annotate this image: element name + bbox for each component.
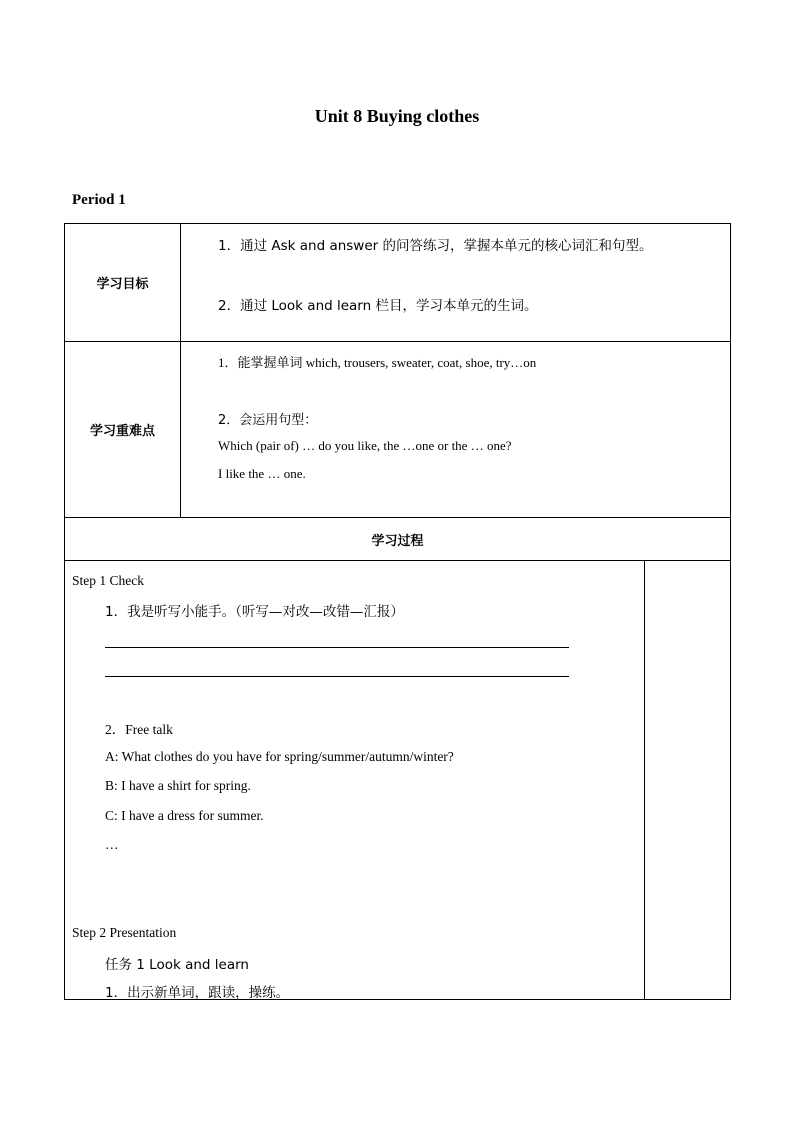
dialog-line: B: I have a shirt for spring. bbox=[105, 778, 251, 793]
step1-heading: Step 1 Check bbox=[72, 573, 144, 588]
dialog-line: A: What clothes do you have for spring/summer/autumn/winter? bbox=[105, 749, 454, 764]
sentence-pattern: Which (pair of) … do you like, the …one or the … one? bbox=[218, 438, 512, 453]
dictation-line bbox=[105, 647, 569, 648]
dialog-line: C: I have a dress for summer. bbox=[105, 808, 264, 823]
objectives-content bbox=[181, 224, 731, 342]
key-point-item: 1．能掌握单词 which, trousers, sweater, coat, shoe, try…on bbox=[218, 355, 537, 370]
key-point-item: 2．会运用句型： bbox=[218, 413, 318, 428]
objectives-row bbox=[65, 224, 731, 342]
objective-item: 2．通过 Look and learn 栏目，学习本单元的生词。 bbox=[218, 298, 538, 314]
objective-item: 1．通过 Ask and answer 的问答练习，掌握本单元的核心词汇和句型。 bbox=[218, 238, 653, 254]
process-heading-row bbox=[65, 518, 731, 561]
document-title: Unit 8 Buying clothes bbox=[314, 106, 480, 126]
step1-item: 2．Free talk bbox=[105, 722, 173, 737]
notes-column bbox=[645, 561, 731, 1000]
step2-heading: Step 2 Presentation bbox=[72, 925, 177, 940]
sentence-pattern: I like the … one. bbox=[218, 466, 306, 481]
objectives-label: 学习目标 bbox=[65, 224, 181, 342]
task1-item: 1．出示新单词，跟读，操练。 bbox=[105, 985, 290, 1001]
process-row bbox=[65, 561, 731, 1000]
dictation-line bbox=[105, 676, 569, 677]
process-heading: 学习过程 bbox=[65, 518, 731, 561]
ellipsis: … bbox=[105, 837, 119, 852]
key-points-row bbox=[65, 342, 731, 518]
lesson-plan-table bbox=[64, 223, 731, 1000]
step1-item: 1．我是听写小能手。（听写—对改—改错—汇报） bbox=[105, 604, 404, 620]
task1-heading: 任务 1 Look and learn bbox=[105, 957, 249, 973]
key-points-label: 学习重难点 bbox=[65, 342, 181, 518]
period-label: Period 1 bbox=[72, 192, 126, 208]
process-content bbox=[65, 561, 645, 1000]
key-points-content bbox=[181, 342, 731, 518]
